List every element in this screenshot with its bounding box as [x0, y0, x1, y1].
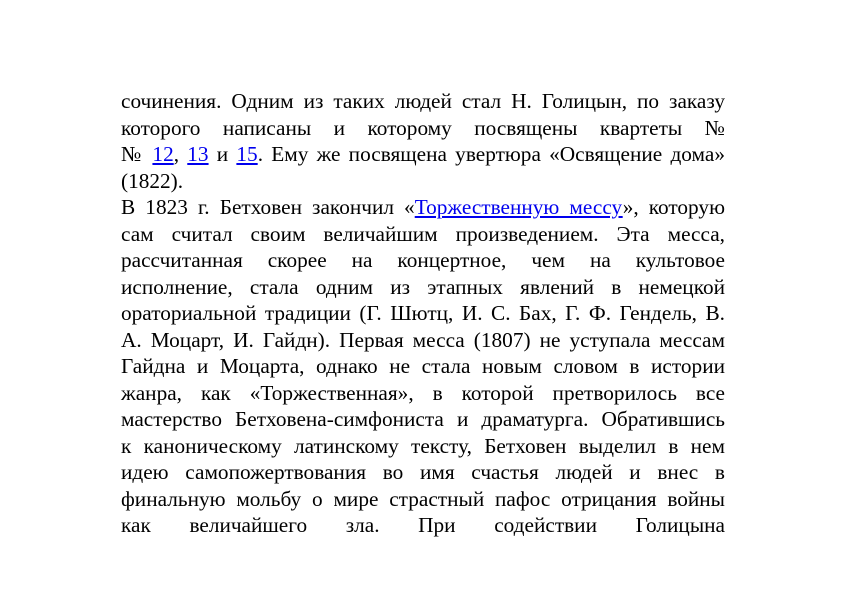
text-line: к каноническому латинскому тексту, Бетховен выделил в нем [121, 433, 725, 458]
quartet-13-link[interactable]: 13 [187, 142, 209, 166]
quartet-15-link[interactable]: 15 [236, 142, 258, 166]
text-line: жанра, как «Торжественная», в которой претворилось все [121, 380, 725, 405]
text-line: которого написаны и которому посвящены квартеты № [121, 115, 725, 140]
quartet-12-link[interactable]: 12 [152, 142, 174, 166]
text-line: А. Моцарт, И. Гайдн). Первая месса (1807) не уступала мессам [121, 327, 725, 352]
text-line: сам считал своим величайшим произведением. Эта месса, [121, 221, 725, 246]
text-line: финальную мольбу о мире страстный пафос отрицания войны [121, 486, 725, 511]
text-line: В 1823 г. Бетховен закончил «Торжественную мессу», которую [121, 195, 725, 219]
text-line: № 12, 13 и 15. Ему же посвящена увертюра «Освящение дома» [121, 142, 725, 166]
missa-solemnis-link[interactable]: Торжественную мессу [414, 195, 623, 219]
text-line: ораториальной традиции (Г. Шютц, И. С. Бах, Г. Ф. Гендель, В. [121, 301, 725, 325]
text-line: исполнение, стала одним из этапных явлений в немецкой [121, 274, 725, 299]
text-line: (1822). [121, 168, 184, 193]
text-line: рассчитанная скорее на концертное, чем на культовое [121, 248, 725, 272]
text-line: сочинения. Одним из таких людей стал Н. Голицын, по заказу [121, 89, 725, 113]
text-line: как величайшего зла. При содействии Голицына [121, 513, 725, 537]
text-line: Гайдна и Моцарта, однако не стала новым словом в истории [121, 354, 725, 378]
text-line: идею самопожертвования во имя счастья людей и внес в [121, 460, 725, 484]
document-page [121, 88, 725, 539]
text-line: мастерство Бетховена-симфониста и драматурга. Обратившись [121, 407, 725, 431]
